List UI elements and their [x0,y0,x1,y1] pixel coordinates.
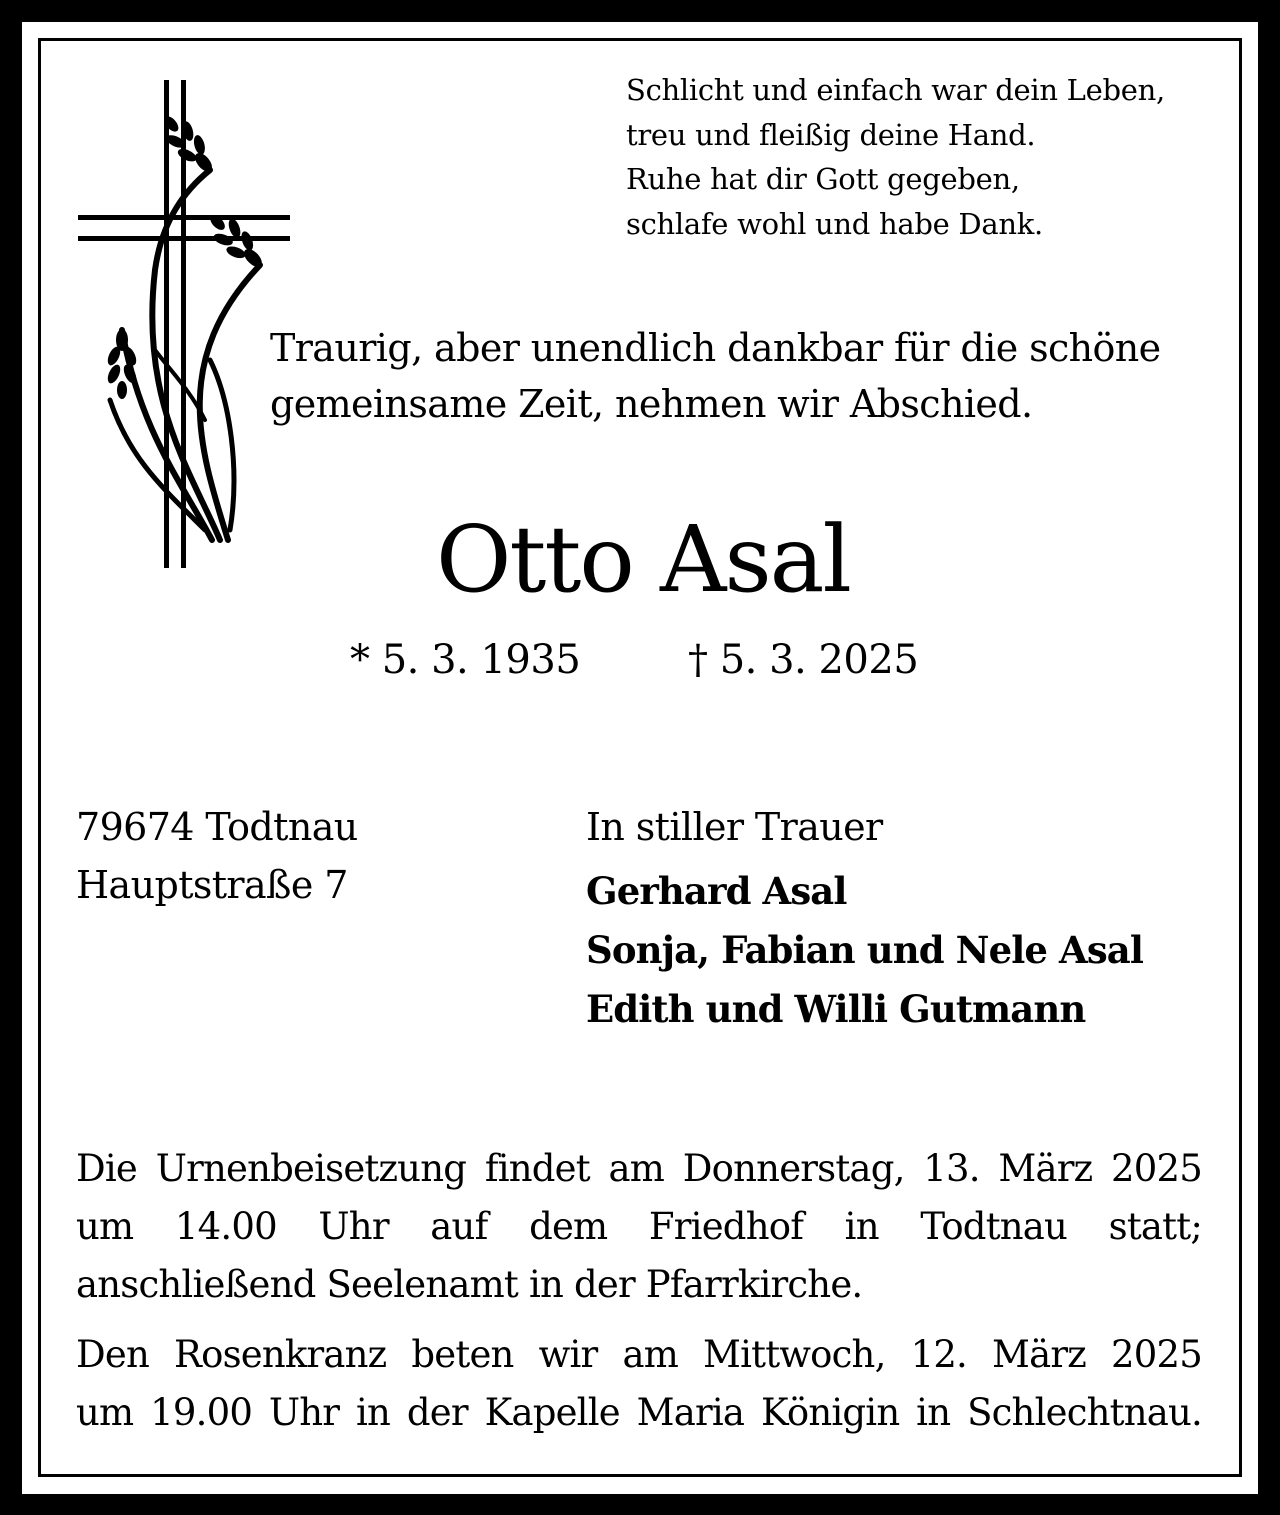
rosary-paragraph [76,1326,1202,1442]
mourners-intro: In stiller Trauer [586,805,883,849]
poem-line: Ruhe hat dir Gott gegeben, [626,162,1020,196]
poem-line: Schlicht und einfach war dein Leben, [626,73,1165,107]
address-city: 79674 Todtnau [76,805,358,849]
poem-line: treu und fleißig deine Hand. [626,117,1036,152]
poem [626,68,1226,246]
intro-line: Traurig, aber unendlich dankbar für die schöne [270,326,1161,370]
mourners [586,798,1226,1039]
burial-line: anschließend Seelenamt in der Pfarrkirche. [76,1263,863,1306]
cross-with-wheat-icon [70,70,300,580]
mourner-name: Sonja, Fabian und Nele Asal [586,928,1143,972]
burial-line: um 14.00 Uhr auf dem Friedhof in Todtnau statt; [76,1205,1202,1248]
burial-line: Die Urnenbeisetzung findet am Donnerstag, 13. März 2025 [76,1147,1202,1190]
death-date: † 5. 3. 2025 [688,637,919,683]
address [76,798,358,914]
birth-date: * 5. 3. 1935 [350,637,581,683]
rosary-line: Den Rosenkranz beten wir am Mittwoch, 12. März 2025 [76,1333,1202,1376]
address-street: Hauptstraße 7 [76,863,348,907]
poem-line: schlafe wohl und habe Dank. [626,206,1043,241]
intro-text [270,320,1230,432]
mourner-name: Gerhard Asal [586,869,847,913]
burial-paragraph [76,1140,1202,1314]
intro-line: gemeinsame Zeit, nehmen wir Abschied. [270,382,1033,426]
rosary-line: um 19.00 Uhr in der Kapelle Maria Königin in Schlechtnau. [76,1391,1202,1434]
deceased-name: Otto Asal [436,506,850,613]
mourner-name: Edith und Willi Gutmann [586,987,1086,1031]
